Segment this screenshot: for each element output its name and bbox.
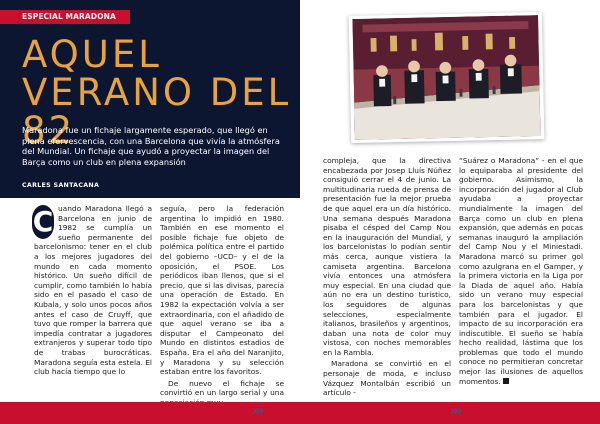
dropcap: C [32, 205, 54, 238]
paragraph: De nuevo el fichaje se convirtió en un largo serial y una [160, 378, 284, 398]
paragraph-text: “Suárez o Maradona” - en el que lo equiparaba al presidente del gobierno. Asimismo, la incorporación del jugador al Club ayudaba a proyectar mundialmente la imagen del Barça como un club en plena expansión, que además en pocas semanas inauguró la ampliación del Camp Nou y el Miniestadi. Maradona marcó su primer gol como azulgrana en el Gamper, y la primera victoria en la Liga por la Diada de aquel año. Había sido un verano muy especial para los barcelonistas y que también para el jugador. El impacto de su incorporación era indiscutible. El sueño se había hecho realidad, lástima que los problemas que todo el mundo conoce no permitieran concretar mejor las ilusiones de aquellos momentos. [459, 156, 583, 386]
chevrons-left-icon: ››› [252, 404, 263, 419]
paragraph: compleja, que la directiva encabezada por Josep Lluís Núñez consiguió cerrar el 4 de junio. La multitudinaria rueda de prensa de presentación fue la mejor prueba de que aquel era un día histórico. Una semana después Maradona pisaba el césped del Camp Nou en la inauguración del Mundial, y los barcelonistas lo podían sentir más cerca, aunque vistiera la camiseta argentina. Barcelona vivía entonces una atmósfera muy especial. En una ciudad que aún no era un destino turístico, los seguidores de algunas selecciones, especialmente italianos, brasileños y argentinos, daban una nota de color muy vistosa, con noches memorables en la Rambla. [323, 156, 451, 357]
paragraph: Maradona se convirtió en el personaje de moda, e incluso Vázquez Montalbán escribió un artículo - [323, 359, 451, 398]
section-tag: ESPECIAL MARADONA [22, 12, 116, 21]
paragraph [34, 204, 152, 377]
standfirst: Maradona fue un fichaje largamente esperado, que llegó en plena efervescencia, con una Barcelona que vivía la atmósfera del Mundial. Un fichaje que ayudó a proyectar la imagen del Barça como un club en plena expansión [22, 125, 280, 167]
end-of-article-icon [503, 378, 509, 384]
byline: CARLES SANTACANA [22, 182, 100, 189]
column-3 [323, 156, 451, 400]
paragraph [459, 156, 583, 386]
paragraph-text: uando Maradona llegó a Barcelona en junio de 1982 se cumplía un sueño permanente del barcelonismo: tener en el club a los mejores jugadores del mundo en cada momento histórico. Un sueño difícil de cumplir, como también lo había sido en el pasado el caso de Kubala, y solo unos pocos años antes el caso de Cruyff, que tuvo que romper la barrera que impedía contratar a jugadores extranjeros y superar todo tipo de trabas burocráticas. Maradona seguía esta estela. El club hacía tiempo que lo [34, 204, 152, 377]
column-2 [160, 204, 284, 409]
paragraph: seguía, pero la federación argentina lo impidió en 1980. También en ese momento el posible fichaje fue objeto de polémica política entre el partido del gobierno –UCD– y el de la oposición, el PSOE. Los periódicos iban llenos, que si el precio, que si las divisas, parecía una operación de Estado. En 1982 la expectación volvía a ser extraordinaria, con el añadido de que aquel verano se iba a disputar el Campeonato del Mundo en distintos estadios de España. Era el año del Naranjito, y Maradona y su selección estaban entre los favoritos. [160, 204, 284, 377]
chevrons-right-icon: ››› [450, 404, 461, 419]
left-page [0, 0, 300, 402]
title-line-2: VERANO DEL 82 [22, 71, 292, 152]
title-line-1: AQUEL [22, 33, 162, 76]
archive-photo [349, 12, 545, 143]
hero-header [0, 0, 300, 198]
column-4 [459, 156, 583, 388]
press-conference-photo [352, 15, 541, 140]
footer-bar [0, 402, 600, 424]
column-1 [34, 204, 152, 379]
